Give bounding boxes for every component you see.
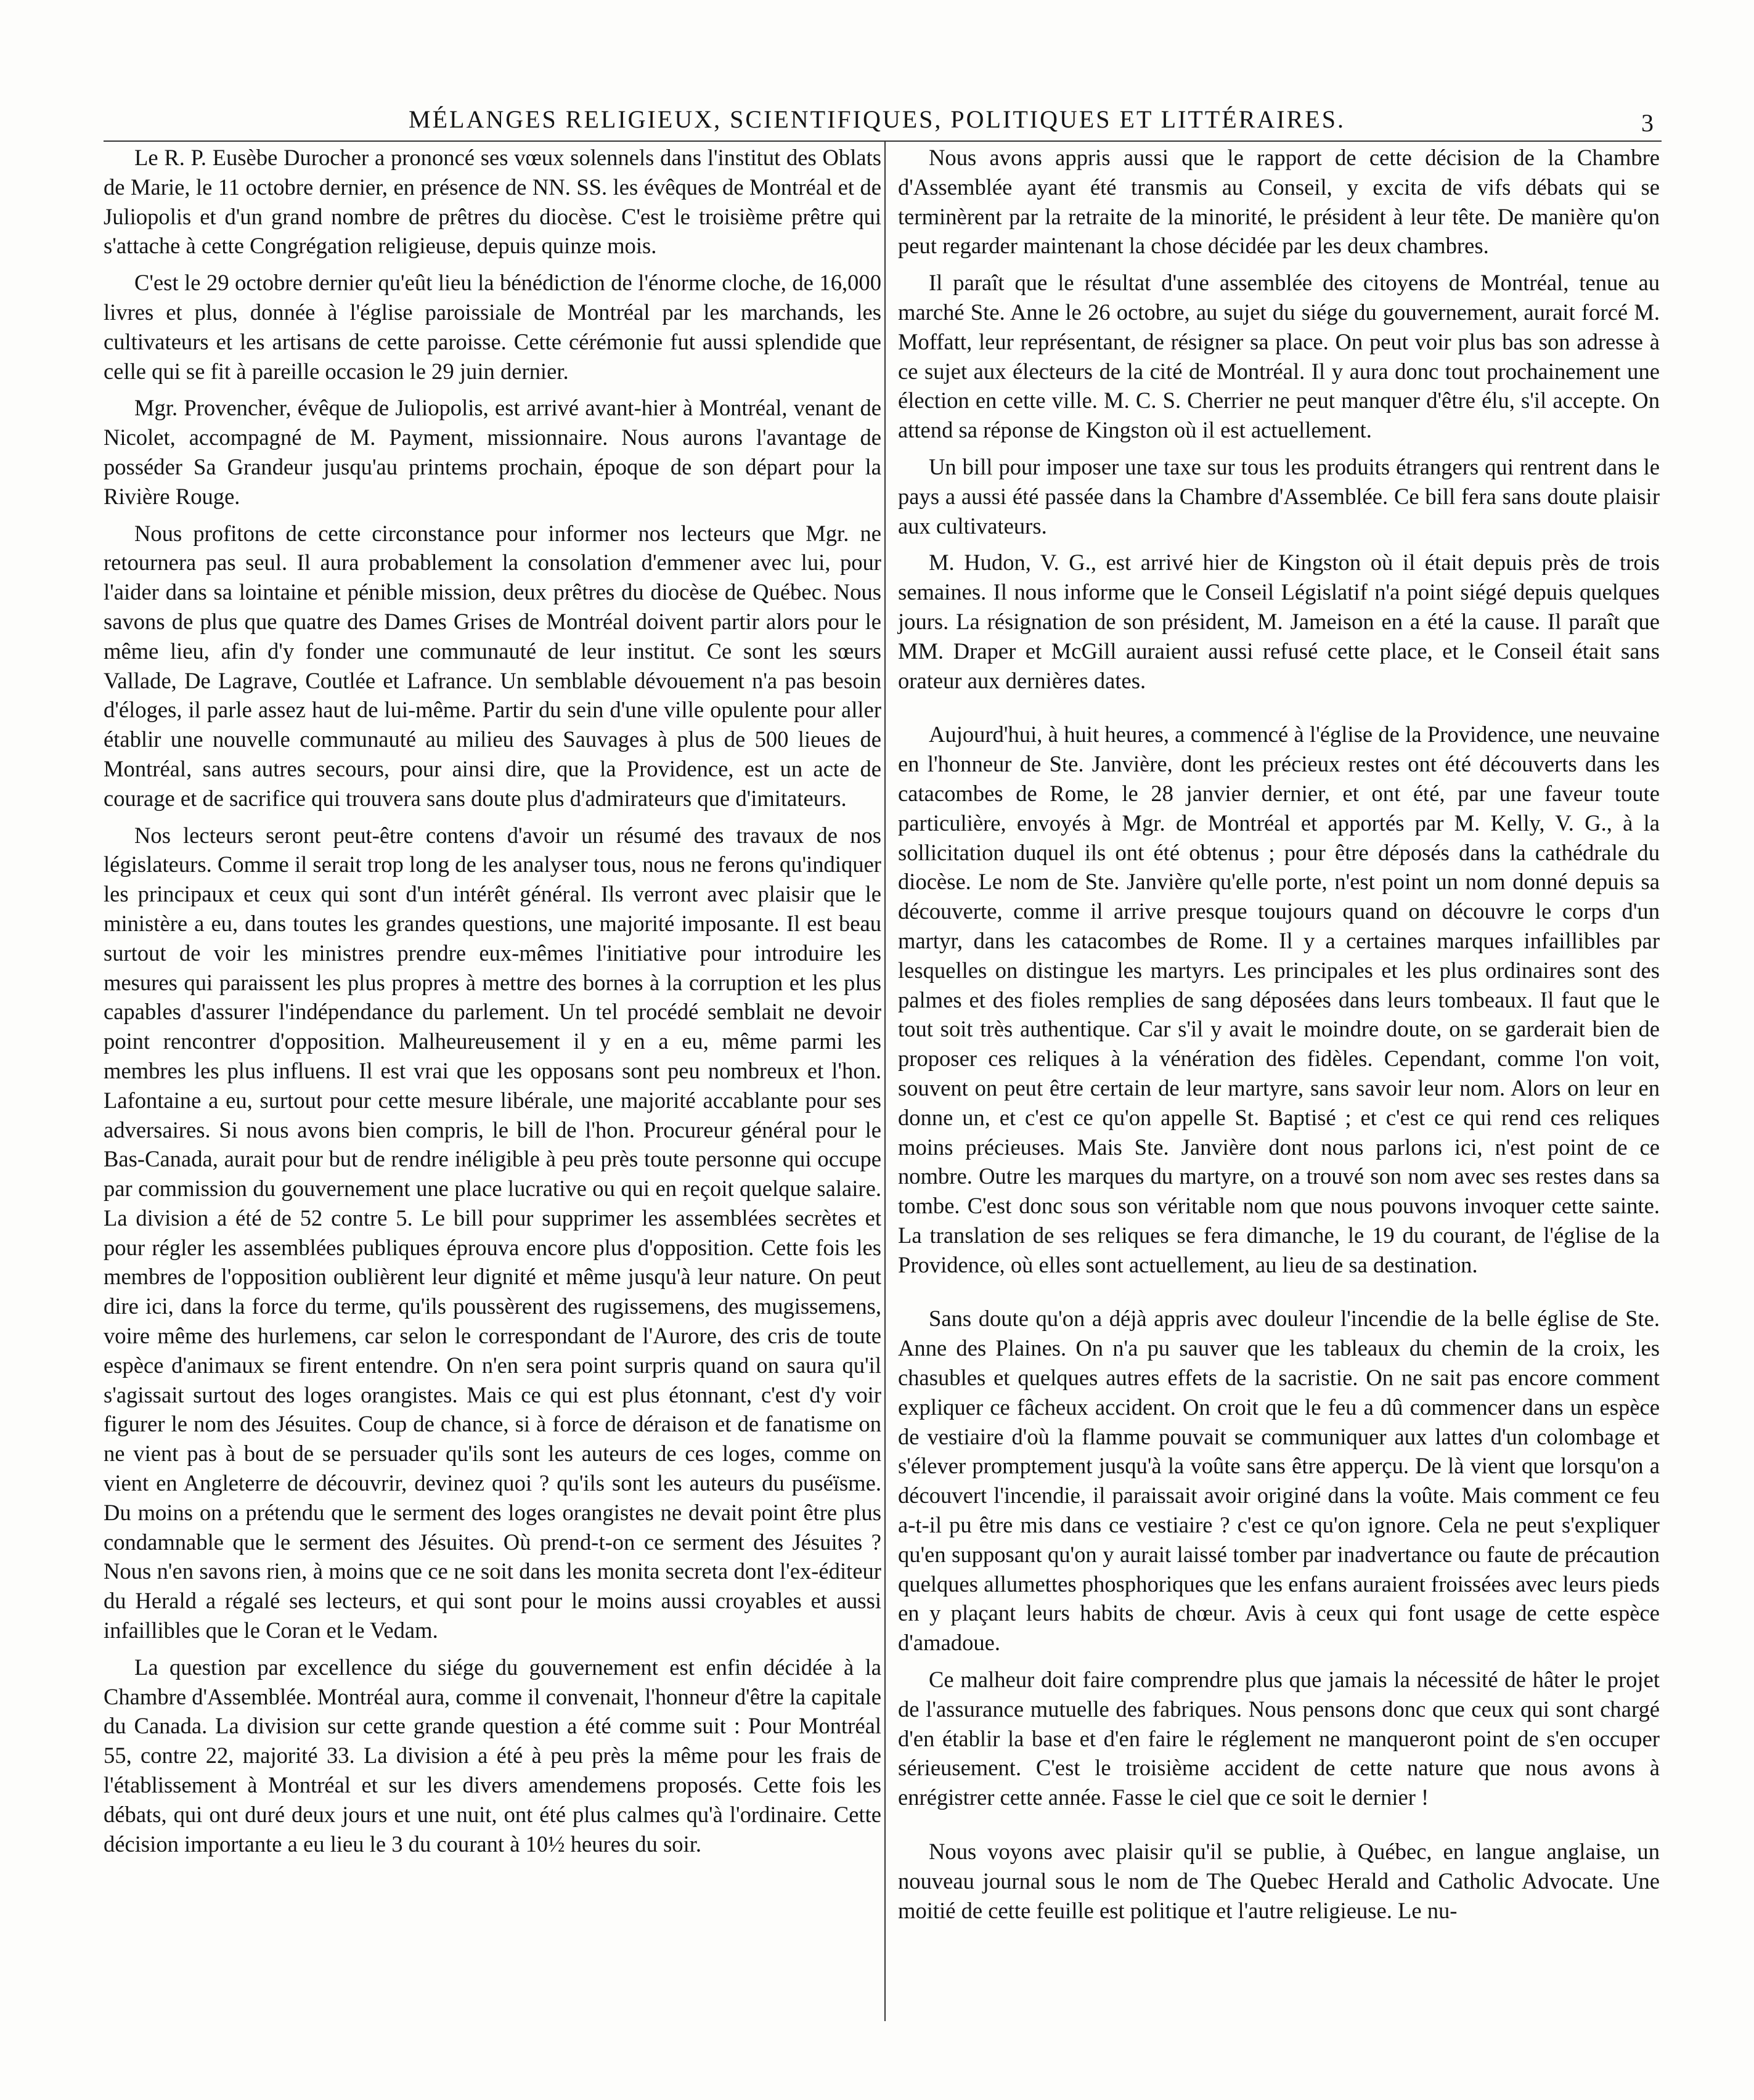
right-column bbox=[898, 143, 1660, 1932]
article-paragraph: Un bill pour imposer une taxe sur tous les produits étrangers qui rentrent dans le pays a aussi été passée dans la Chambre d'Assemblée. Ce bill fera sans doute plaisir aux cultivateurs. bbox=[898, 454, 1660, 539]
article-paragraph: Il paraît que le résultat d'une assemblée des citoyens de Montréal, tenue au marché Ste. Anne le 26 octobre, au sujet du siége du gouvernement, aurait forcé M. Moffatt, leur représentant, de résigner sa place. On peut voir plus bas son adresse à ce sujet aux électeurs de la cité de Montréal. Il y aura donc tout prochainement une élection en cette ville. M. C. S. Cherrier ne peut manquer d'être élu, s'il accepte. On attend sa réponse de Kingston où il est actuellement. bbox=[898, 270, 1660, 443]
article-paragraph: Nous avons appris aussi que le rapport de cette décision de la Chambre d'Assemblée ayant été transmis au Conseil, y excita de vifs débats qui se terminèrent par la retraite de la minorité, le président à leur tête. De manière qu'on peut regarder maintenant la chose décidée par les deux chambres. bbox=[898, 145, 1660, 259]
running-title: MÉLANGES RELIGIEUX, SCIENTIFIQUES, POLITIQUES ET LITTÉRAIRES. bbox=[409, 105, 1345, 133]
column-divider bbox=[884, 142, 886, 2021]
article-paragraph: M. Hudon, V. G., est arrivé hier de Kingston où il était depuis près de trois semaines. Il nous informe que le Conseil Législatif n'a point siégé depuis quelques jours. La résignation de son président, M. Jameison en a été la cause. Il paraît que MM. Draper et McGill auraient aussi refusé cette place, et le Conseil était sans orateur aux dernières dates. bbox=[898, 550, 1660, 693]
left-column bbox=[104, 143, 881, 1866]
article-paragraph: Nos lecteurs seront peut-être contens d'avoir un résumé des travaux de nos législateurs. Comme il serait trop long de les analyser tous, nous ne ferons qu'indiquer les principaux et ceux qui sont d'un intérêt général. Ils verront avec plaisir que le ministère a eu, dans toutes les grandes questions, une majorité imposante. Il est beau surtout de voir les ministres prendre eux-mêmes l'initiative pour introduire les mesures qui paraissent les plus propres à mettre des bornes à la corruption et les plus capables d'assurer l'indépendance du parlement. Un tel procédé semblait ne devoir point rencontrer d'opposition. Malheureusement il y en a eu, même parmi les membres les plus influens. Il est vrai que les opposans sont peu nombreux et l'hon. Lafontaine a eu, surtout pour cette mesure libérale, une majorité accablante pour ses adversaires. Si nous avons bien compris, le bill de l'hon. Procureur général pour le Bas-Canada, aurait pour but de rendre inéligible à peu près toute personne qui occupe par commission du gouvernement une place lucrative ou qui en reçoit quelque salaire. La division a été de 52 contre 5. Le bill pour supprimer les assemblées secrètes et pour régler les assemblées publiques éprouva encore plus d'opposition. Cette fois les membres de l'opposition oublièrent leur dignité et même jusqu'à leur nature. On peut dire ici, dans la force du terme, qu'ils poussèrent des rugissemens, des mugissemens, voire même des hurlemens, car selon le correspondant de l'Aurore, des cris de toute espèce d'animaux se firent entendre. On n'en sera point surpris quand on saura qu'il s'agissait surtout des loges orangistes. Mais ce qui est plus étonnant, c'est d'y voir figurer le nom des Jésuites. Coup de chance, si à force de déraison et de fanatisme on ne vient pas à bout de se persuader qu'ils sont les auteurs de ces loges, comme on vient en Angleterre de découvrir, devinez quoi ? qu'ils sont les auteurs du puséïsme. Du moins on a prétendu que le serment des loges orangistes ne devait point être plus condamnable que le serment des Jésuites. Où prend-t-on ce serment des Jésuites ? Nous n'en savons rien, à moins que ce ne soit dans les monita secreta dont l'ex-éditeur du Herald a régalé ses lecteurs, et qui sont pour le moins aussi croyables et aussi infaillibles que le Coran et le Vedam. bbox=[104, 822, 881, 1643]
article-paragraph: Ce malheur doit faire comprendre plus que jamais la nécessité de hâter le projet de l'assurance mutuelle des fabriques. Nous pensons donc que ceux qui sont chargé d'en établir la base et d'en faire le réglement ne manqueront point de s'en occuper sérieusement. C'est le troisième accident de cette nature que nous avons à enrégistrer cette année. Fasse le ciel que ce soit le dernier ! bbox=[898, 1667, 1660, 1810]
article-paragraph: Mgr. Provencher, évêque de Juliopolis, est arrivé avant-hier à Montréal, venant de Nicolet, accompagné de M. Payment, missionnaire. Nous aurons l'avantage de posséder Sa Grandeur jusqu'au printems prochain, époque de son départ pour la Rivière Rouge. bbox=[104, 395, 881, 509]
article-paragraph: Le R. P. Eusèbe Durocher a prononcé ses vœux solennels dans l'institut des Oblats de Marie, le 11 octobre dernier, en présence de NN. SS. les évêques de Montréal et de Juliopolis et d'un grand nombre de prêtres du diocèse. C'est le troisième prêtre qui s'attache à cette Congrégation religieuse, depuis quinze mois. bbox=[104, 145, 881, 259]
article-paragraph: Aujourd'hui, à huit heures, a commencé à l'église de la Providence, une neuvaine en l'honneur de Ste. Janvière, dont les précieux restes ont été découverts dans les catacombes de Rome, le 28 janvier dernier, et ont été, par une faveur toute particulière, envoyés à Mgr. de Montréal et apportés par M. Kelly, V. G., à la sollicitation duquel ils ont été obtenus ; pour être déposés dans la cathédrale du diocèse. Le nom de Ste. Janvière qu'elle porte, n'est point un nom donné depuis sa découverte, comme il arrive presque toujours quand on découvre le corps d'un martyr, dans les catacombes de Rome. Il y a certaines marques infaillibles par lesquelles on distingue les martyrs. Les principales et les plus ordinaires sont des palmes et des fioles remplies de sang déposées dans leurs tombeaux. Il faut que le tout soit très authentique. Car s'il y avait le moindre doute, on se garderait bien de proposer ces reliques à la vénération des fidèles. Cependant, comme l'on voit, souvent on peut être certain de leur martyre, sans savoir leur nom. Alors on leur en donne un, et c'est ce qu'on appelle St. Baptisé ; et c'est ce qui rend ces reliques moins précieuses. Mais Ste. Janvière dont nous parlons ici, n'est point de ce nombre. Outre les marques du martyre, on a trouvé son nom avec ses restes dans sa tombe. C'est donc sous son véritable nom que nous pouvons invoquer cette sainte. La translation de ses reliques se fera dimanche, le 19 du courant, de l'église de la Providence, où elles sont actuellement, au lieu de sa destination. bbox=[898, 722, 1660, 1277]
page-number: 3 bbox=[1641, 109, 1654, 137]
article-paragraph: C'est le 29 octobre dernier qu'eût lieu la bénédiction de l'énorme cloche, de 16,000 livres et plus, donnée à l'église paroissiale de Montréal par les marchands, les cultivateurs et les artisans de cette paroisse. Cette cérémonie fut aussi splendide que celle qui se fit à pareille occasion le 29 juin dernier. bbox=[104, 270, 881, 384]
article-paragraph: Nous profitons de cette circonstance pour informer nos lecteurs que Mgr. ne retournera pas seul. Il aura probablement la consolation d'emmener avec lui, pour l'aider dans sa lointaine et pénible mission, deux prêtres du diocèse de Québec. Nous savons de plus que quatre des Dames Grises de Montréal doivent partir alors pour le même lieu, afin d'y fonder une communauté de leur institut. Ce sont les sœurs Vallade, De Lagrave, Coutlée et Lafrance. Un semblable dévouement n'a pas besoin d'éloges, il parle assez haut de lui-même. Partir du sein d'une ville opulente pour aller établir une nouvelle communauté au milieu des Sauvages à plus de 500 lieues de Montréal, sans autres secours, pour ainsi dire, que la Providence, est un acte de courage et de sacrifice qui trouvera sans doute plus d'admirateurs que d'imitateurs. bbox=[104, 520, 881, 811]
article-paragraph: La question par excellence du siége du gouvernement est enfin décidée à la Chambre d'Assemblée. Montréal aura, comme il convenait, l'honneur d'être la capitale du Canada. La division sur cette grande question a été comme suit : Pour Montréal 55, contre 22, majorité 33. La division a été à peu près la même pour les frais de l'établissement à Montréal et sur les divers amendemens proposés. Cette fois les débats, qui ont duré deux jours et une nuit, ont été plus calmes qu'à l'ordinaire. Cette décision importante a eu lieu le 3 du courant à 10½ heures du soir. bbox=[104, 1654, 881, 1857]
article-paragraph: Nous voyons avec plaisir qu'il se publie, à Québec, en langue anglaise, un nouveau journal sous le nom de The Quebec Herald and Catholic Advocate. Une moitié de cette feuille est politique et l'autre religieuse. Le nu- bbox=[898, 1839, 1660, 1923]
article-paragraph: Sans doute qu'on a déjà appris avec douleur l'incendie de la belle église de Ste. Anne des Plaines. On n'a pu sauver que les tableaux du chemin de la croix, les chasubles et quelques autres effets de la sacristie. On ne sait pas encore comment expliquer ce fâcheux accident. On croit que le feu a dû commencer dans un espèce de vestiaire d'où la flamme pouvait se communiquer aux lattes d'un colombage et s'élever promptement jusqu'à la voûte sans être apperçu. De là vient que lorsqu'on a découvert l'incendie, il paraissait avoir originé dans la voûte. Mais comment ce feu a-t-il pu être mis dans ce vestiaire ? c'est ce qu'on ignore. Cela ne peut s'expliquer qu'en supposant qu'on y aurait laissé tomber par inadvertance ou faute de précaution quelques allumettes phosphoriques que les enfans auraient froissées avec leurs pieds en y plaçant leurs habits de chœur. Avis à ceux qui font usage de cette espèce d'amadoue. bbox=[898, 1306, 1660, 1656]
header-rule bbox=[104, 140, 1662, 142]
